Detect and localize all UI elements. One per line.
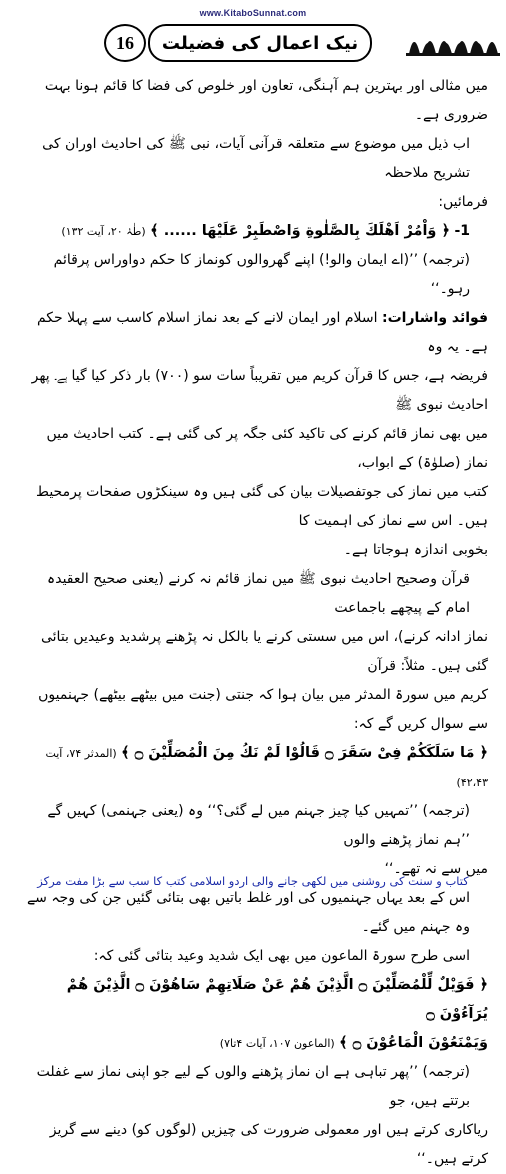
- ayah-translation: (ترجمہ) ’’تمہیں کیا چیز جہنم میں لے گئی؟‘‘ وہ (یعنی جہنمی) کہیں گے ’’ہم نماز پڑھنے والوں: [47, 803, 470, 848]
- body-line: قرآن وصحیح احادیث نبوی ﷺ میں نماز قائم نہ کرنے (یعنی صحیح العقیدہ امام کے پیچھے باجماعت: [47, 571, 470, 616]
- page-header: [8, 20, 498, 64]
- ayah-translation: میں سے نہ تھے۔‘‘: [384, 861, 488, 877]
- ayah-translation: (ترجمہ) ’’پھر تباہی ہے ان نماز پڑھنے والوں کے لیے جو اپنی نماز سے غفلت برتتے ہیں، جو: [36, 1064, 470, 1109]
- ayah-1: [22, 217, 488, 246]
- body-line: فریضہ ہے، جس کا قرآن کریم میں تقریباً سات سو (۷۰۰) بار ذکر کیا گیا ہے۔ پھر احادیث نبوی ﷺ: [31, 368, 488, 413]
- body-line: میں مثالی اور بہترین ہم آہنگی، تعاون اور خلوص کی فضا کا قائم ہونا بہت ضروری ہے۔: [44, 78, 488, 123]
- ayah-2: [22, 739, 488, 797]
- ayah-translation: ریاکاری کرتے ہیں اور معمولی ضرورت کی چیزیں (لوگوں کو) دینے سے گریز کرتے ہیں۔‘‘: [49, 1122, 488, 1167]
- page-number: 16: [104, 24, 146, 62]
- ayah-text: وَیَمْنَعُوْنَ الْمَاعُوْنَ ۝ ﴾: [339, 1035, 488, 1051]
- benefits-label: فوائد واشارات:: [381, 310, 488, 326]
- body-line: اس کے بعد یہاں جہنمیوں کی اور غلط باتیں بھی بتائی گئیں جن کی وجہ سے وہ جہنم میں گئے۔: [26, 890, 470, 935]
- body-line: کتب میں نماز کی جوتفصیلات بیان کی گئی ہیں وہ سینکڑوں صفحات پرمحیط ہیں۔ اس سے نماز کی اہمیت کا: [36, 484, 488, 529]
- ayah-3-line-2: [22, 1029, 488, 1058]
- page-body: [22, 72, 488, 1174]
- ayah-translation: (ترجمہ) ’’(اے ایمان والو!) اپنے گھروالوں کونماز کا حکم دواوراس پرقائم رہو۔‘‘: [53, 252, 470, 297]
- body-line: فرمائیں:: [438, 194, 488, 210]
- benefits-line: [22, 304, 488, 362]
- body-line: نماز ادانہ کرنے)، اس میں سستی کرنے یا بالکل نہ پڑھنے پرشدید وعیدیں بتائی گئی ہیں۔ مثلاً: قرآن: [40, 629, 488, 674]
- ayah-reference: (الماعون ۱۰۷، آیات ۴تا۷): [219, 1037, 335, 1050]
- ornament-left-icon: [408, 26, 500, 56]
- benefits-text: اسلام اور ایمان لانے کے بعد نماز اسلام کاسب سے پہلا حکم ہے۔ یہ وہ: [36, 310, 488, 355]
- body-line: اسی طرح سورۃ الماعون میں بھی ایک شدید وعید بتائی گئی کہ:: [93, 948, 470, 964]
- ayah-3-line-1: ﴿ فَوَیْلٌ لِّلْمُصَلِّیْنَ ۝ الَّذِیْنَ هُمْ عَنْ صَلَاتِهِمْ سَاهُوْنَ ۝ الَّذِیْنَ هُمْ یُرَآءُوْنَ ۝: [66, 977, 488, 1022]
- ayah-number: 1-: [454, 223, 470, 239]
- body-line: بخوبی اندازہ ہوجاتا ہے۔: [343, 542, 488, 558]
- body-line: اب ذیل میں موضوع سے متعلقہ قرآنی آیات، نبی ﷺ کی احادیث اوران کی تشریح ملاحظہ: [42, 136, 470, 181]
- page-title: نیک اعمال کی فضیلت: [148, 24, 372, 62]
- body-line: میں بھی نماز قائم کرنے کی تاکید کئی جگہ پر کی گئی ہے۔ کتب احادیث میں نماز (صلوٰۃ) کے ابواب،: [46, 426, 488, 471]
- ayah-reference: (المدثر ۷۴، آیت ۴۲،۴۳): [45, 747, 488, 789]
- ayah-reference: (طٰہٰ ۲۰، آیت ۱۳۲): [61, 225, 146, 238]
- ayah-text: ﴿ مَا سَلَكَكُمْ فِیْ سَقَرَ ۝ قَالُوْا لَمْ نَكُ مِنَ الْمُصَلِّیْنَ ۝ ﴾: [121, 745, 488, 761]
- site-url: www.KitaboSunnat.com: [199, 8, 307, 18]
- body-line: کریم میں سورۃ المدثر میں بیان ہوا کہ جنتی (جنت میں بیٹھے بیٹھے) جہنمیوں سے سوال کریں گے کہ:: [38, 687, 488, 732]
- footer-banner: کتاب و سنت کی روشنی میں لکھی جانے والی اردو اسلامی کتب کا سب سے بڑا مفت مرکز: [37, 874, 469, 888]
- ayah-text: ﴿ وَاْمُرْ اَهْلَكَ بِالصَّلٰوةِ وَاصْطَبِرْ عَلَیْهَا ...... ﴾: [150, 223, 450, 239]
